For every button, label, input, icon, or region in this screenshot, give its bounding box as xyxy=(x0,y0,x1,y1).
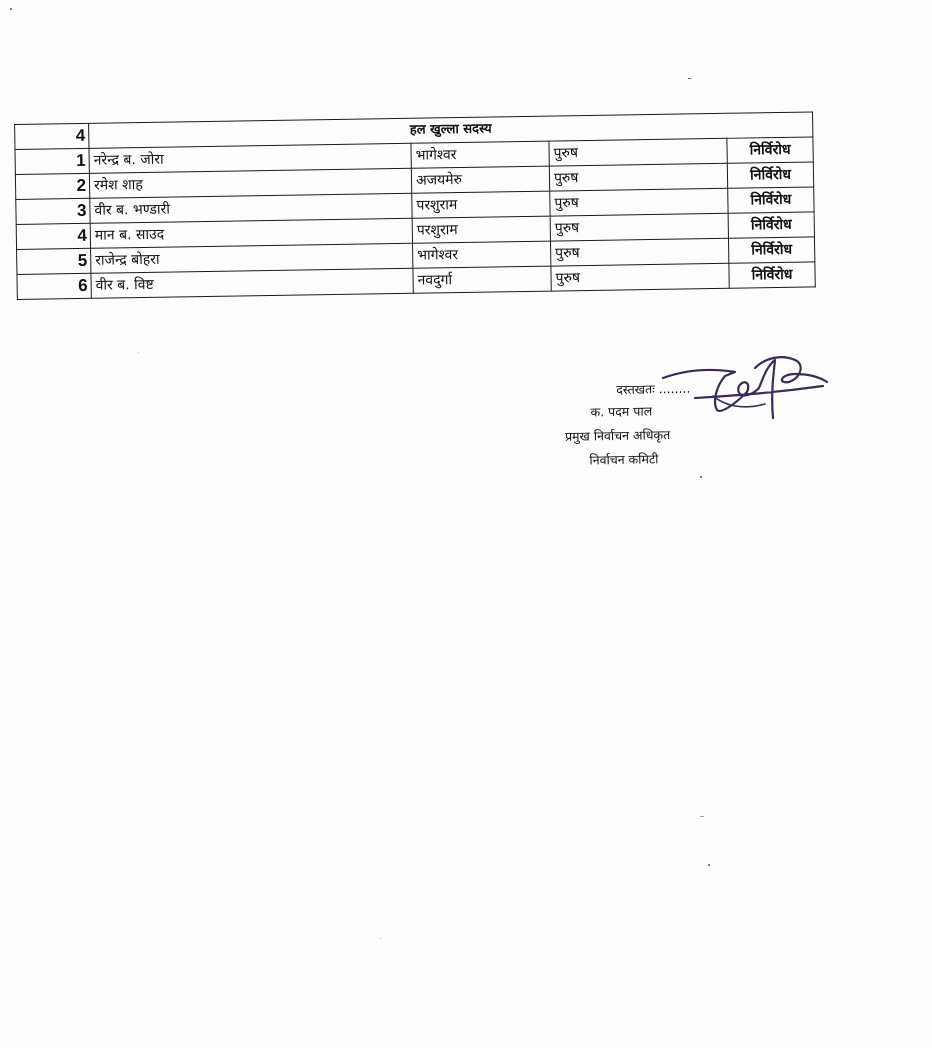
row-name: रमेश शाह xyxy=(89,168,411,198)
signatory-designation: प्रमुख निर्वाचन अधिकृत xyxy=(564,427,671,444)
row-serial: 4 xyxy=(16,223,90,249)
results-table-container xyxy=(14,105,815,300)
scan-speck xyxy=(138,352,139,353)
scan-speck xyxy=(700,476,702,478)
row-status: निर्विरोध xyxy=(728,187,814,213)
row-place: परशुराम xyxy=(412,191,550,218)
row-place: भागेश्वर xyxy=(411,141,549,168)
scan-speck xyxy=(688,78,691,79)
row-name: नरेन्द्र ब. जोरा xyxy=(89,143,411,173)
row-place: भागेश्वर xyxy=(413,241,551,268)
row-gender: पुरुष xyxy=(549,138,727,166)
row-name: वीर ब. विष्ट xyxy=(91,268,413,298)
header-title: हल खुल्ला सदस्य xyxy=(89,112,813,148)
row-gender: पुरुष xyxy=(550,238,728,266)
scan-speck xyxy=(708,864,710,866)
row-place: अजयमेरु xyxy=(411,166,549,193)
scan-speck xyxy=(10,8,12,10)
committee-name: निर्वाचन कमिटी xyxy=(589,451,659,468)
row-serial: 1 xyxy=(15,148,89,174)
row-serial: 5 xyxy=(17,248,91,274)
row-gender: पुरुष xyxy=(549,163,727,191)
row-name: राजेन्द्र बोहरा xyxy=(91,243,413,273)
scan-speck xyxy=(380,938,381,939)
row-name: वीर ब. भण्डारी xyxy=(90,193,412,223)
row-gender: पुरुष xyxy=(550,188,728,216)
row-serial: 2 xyxy=(15,173,89,199)
row-serial: 6 xyxy=(17,273,91,299)
row-place: नवदुर्गा xyxy=(413,266,551,293)
row-status: निर्विरोध xyxy=(727,162,813,188)
row-status: निर्विरोध xyxy=(727,137,813,163)
row-gender: पुरुष xyxy=(550,213,728,241)
signature-label: दस्तखतः ........ xyxy=(616,380,691,398)
row-gender: पुरुष xyxy=(551,263,729,291)
header-count: 4 xyxy=(15,123,89,149)
row-serial: 3 xyxy=(16,198,90,224)
row-status: निर्विरोध xyxy=(728,237,814,263)
signatory-name: क. पदम पाल xyxy=(590,403,653,420)
row-place: परशुराम xyxy=(412,216,550,243)
row-status: निर्विरोध xyxy=(728,212,814,238)
scan-speck xyxy=(700,816,704,817)
row-name: मान ब. साउद xyxy=(90,218,412,248)
row-status: निर्विरोध xyxy=(729,262,815,288)
results-table xyxy=(14,105,816,300)
